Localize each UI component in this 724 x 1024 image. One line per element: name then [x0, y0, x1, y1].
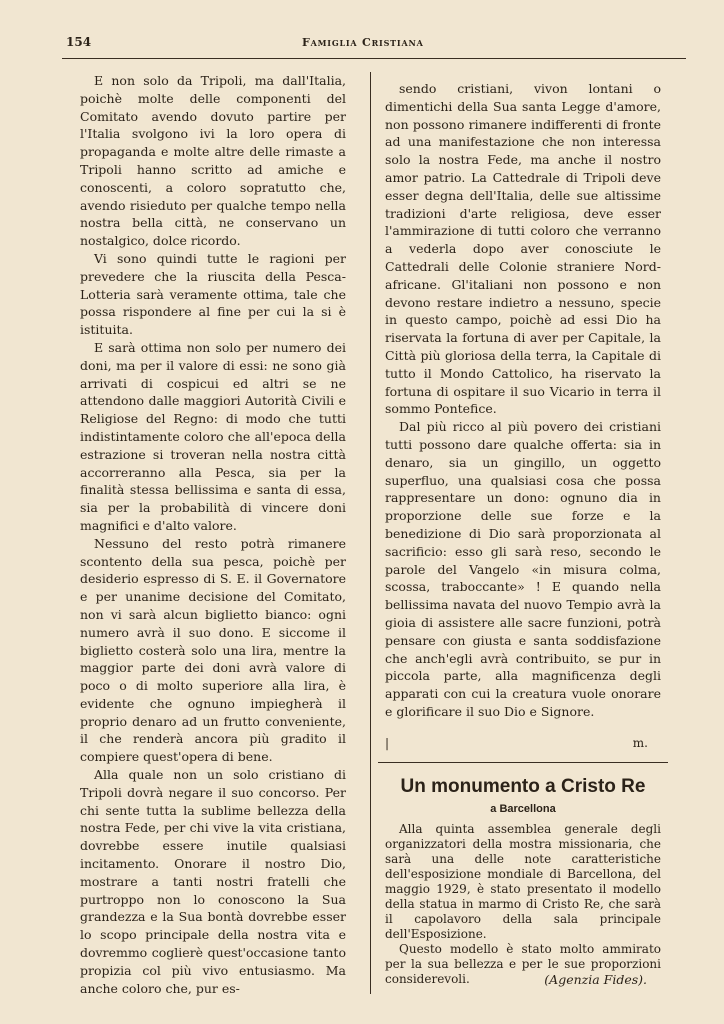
left-column [80, 72, 346, 997]
article-title: Un monumento a Cristo Re [400, 776, 646, 797]
paragraph: E sarà ottima non solo per numero dei doni, ma per il valore di essi: ne sono già arrivati di cospicui ed altri se ne attendono dalle maggiori Autorità Civili e Religiose del Regno: di modo che tutti indistintamente coloro che all'epoca della estrazione si troveran nella nostra città accorreranno alla Pesca, sia per la finalità stessa bellissima e santa di essa, sia per la probabilità di vincere doni magnifici e d'alto valore. [80, 339, 346, 533]
author-signature: m. [632, 736, 648, 750]
signoff-mark: | [385, 736, 390, 750]
right-column [385, 80, 661, 721]
paragraph: Alla quinta assemblea generale degli organizzatori della mostra missionaria, che sarà una delle note caratteristiche dell'esposizione mondiale di Barcellona, del maggio 1929, è stato presentato il modello della statua in marmo di Cristo Re, che sarà il capolavoro della sala principale dell'Esposizione. [385, 822, 661, 941]
article-body [385, 822, 661, 987]
paragraph: Nessuno del resto potrà rimanere scontento della sua pesca, poichè per desiderio espresso di S. E. il Governatore e per unanime decisione del Comitato, non vi sarà alcun biglietto bianco: ogni numero avrà il suo dono. E siccome il biglietto costerà solo una lira, mentre la maggior parte dei doni avrà valore di poco o di molto superiore alla lira, è evidente che ognuno impiegherà il proprio denaro ad un frutto conveniente, il che renderà ancora più gradito il compiere quest'opera di bene. [80, 535, 346, 765]
header-rule [62, 58, 686, 59]
signoff [385, 734, 660, 754]
paragraph: E non solo da Tripoli, ma dall'Italia, poichè molte delle componenti del Comitato avendo dovuto partire per l'Italia svolgono ivi la loro opera di propaganda e molte altre delle rimaste a Tripoli hanno scritto ad amiche e conoscenti, a coloro sopratutto che, avendo risieduto per qualche tempo nella nostra bella città, ne conservano un nostalgico, dolce ricordo. [80, 73, 346, 249]
paragraph: Questo modello è stato molto ammirato per la sua bellezza e per le sue proporzioni considerevoli. [385, 942, 661, 986]
paragraph: Dal più ricco al più povero dei cristiani tutti possono dare qualche offerta: sia in denaro, sia un gingillo, un oggetto superfluo, una qualsiasi cosa che possa rappresentare un dono: ognuno dia in proporzione delle sue forze e la benedizione di Dio sarà proporzionata al sacrificio: esso gli sarà reso, secondo le parole del Vangelo «in misura colma, scossa, traboccante» ! E quando nella bellissima navata del nuovo Tempio avrà la gioia di assistere alle sacre funzioni, potrà pensare con giusta e santa soddisfazione che anch'egli avrà contribuito, se pur in piccola parte, alla magnificenza degli apparati con cui la creatura vuole onorare e glorificare il suo Dio e Signore. [385, 419, 661, 719]
column-divider [370, 72, 371, 994]
page-number: 154 [66, 35, 92, 49]
article-separator-rule [378, 762, 668, 763]
page-header [62, 32, 682, 52]
paragraph: Alla quale non un solo cristiano di Tripoli dovrà negare il suo concorso. Per chi sente tutta la sublime bellezza della nostra Fede, per chi vive la vita cristiana, dovrebbe essere inutile qualsiasi incitamento. Onorare il nostro Dio, mostrare a tanti nostri fratelli che purtroppo non lo conoscono la Sua grandezza e la Sua bontà dovrebbe esser lo scopo principale della nostra vita e dovremmo coglierè quest'occasione tanto propizia col più vivo entusiasmo. Ma anche coloro che, pur es- [80, 767, 346, 996]
running-head: Famiglia Cristiana [302, 36, 424, 49]
paragraph: sendo cristiani, vivon lontani o dimentichi della Sua santa Legge d'amore, non possono rimanere indifferenti di fronte ad una manifestazione che non interessa solo la nostra Fede, ma anche il nostro amor patrio. La Cattedrale di Tripoli deve esser degna dell'Italia, delle sue altissime tradizioni d'arte religiosa, deve esser l'ammirazione di tutti coloro che verranno a vederla dopo aver conosciute le Cattedrali delle Colonie straniere Nord-africane. Gl'italiani non possono e non devono restare indietro a nessuno, specie in questo campo, poichè ad essi Dio ha riservata la fortuna di aver per Capitale, la Città più gloriosa della terra, la Capitale di tutto il Mondo Cattolico, ha riservato la fortuna di ospitare il suo Vicario in terra il sommo Pontefice. [385, 81, 661, 417]
paragraph: Vi sono quindi tutte le ragioni per prevedere che la riuscita della Pesca-Lotteria sarà veramente ottima, tale che possa rispondere al fine per cui la si è istituita. [80, 250, 346, 338]
source-credit: (Agenzia Fides). [544, 972, 647, 987]
article-subtitle: a Barcellona [490, 803, 556, 815]
